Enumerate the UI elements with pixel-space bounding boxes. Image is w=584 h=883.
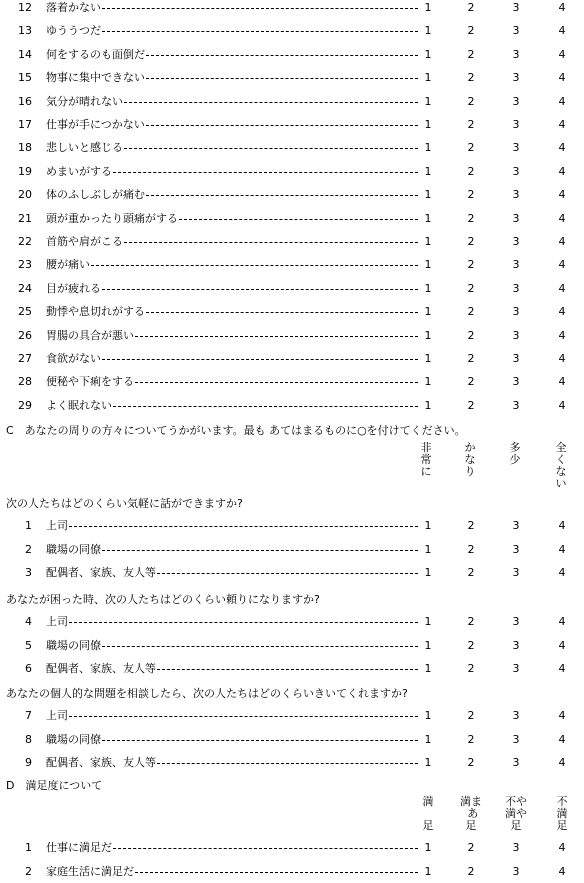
scale-header-4: 全 く な い (555, 441, 567, 490)
scale-header-d-1: 満 足 (422, 795, 434, 832)
question-row (0, 611, 584, 633)
scale-option-1[interactable]: 1 (424, 732, 432, 746)
item-number: 12 (18, 1, 32, 14)
question-row (0, 301, 584, 323)
scale-option-4[interactable]: 4 (558, 841, 566, 854)
scale-option-1[interactable]: 1 (424, 638, 432, 652)
item-label: 配偶者、家族、友人等 (46, 566, 156, 579)
question-row (0, 161, 584, 183)
scale-option-2[interactable]: 2 (467, 164, 475, 178)
scale-option-4[interactable]: 4 (558, 864, 566, 878)
scale-option-2[interactable]: 2 (467, 352, 475, 365)
leader-dots (102, 740, 418, 741)
scale-option-4[interactable]: 4 (558, 94, 566, 108)
item-number: 7 (25, 709, 32, 722)
scale-header-2: か な り (464, 441, 476, 478)
scale-option-2[interactable]: 2 (467, 709, 475, 722)
item-label: 仕事に満足だ (46, 841, 112, 854)
scale-option-3[interactable]: 3 (512, 94, 520, 108)
scale-header-1: 非 常 に (420, 441, 432, 478)
item-label: 便秘や下痢をする (46, 375, 134, 389)
leader-dots (157, 573, 418, 574)
leader-dots (113, 406, 418, 407)
scale-option-3[interactable]: 3 (512, 864, 520, 878)
item-label: 腰が痛い (46, 258, 90, 272)
item-number: 23 (18, 258, 32, 272)
question-row (0, 371, 584, 393)
scale-option-4[interactable]: 4 (558, 375, 566, 389)
scale-option-1[interactable]: 1 (424, 375, 432, 389)
scale-option-3[interactable]: 3 (512, 519, 520, 532)
item-number: 5 (25, 638, 32, 652)
question-row (0, 348, 584, 370)
group-question: あなたの個人的な問題を相談したら、次の人たちはどのくらいきいてくれますか? (6, 687, 408, 700)
scale-option-3[interactable]: 3 (512, 542, 520, 556)
scale-option-3[interactable]: 3 (512, 732, 520, 746)
item-number: 21 (18, 211, 32, 225)
scale-option-3[interactable]: 3 (512, 118, 520, 131)
question-row (0, 325, 584, 347)
scale-option-3[interactable]: 3 (512, 188, 520, 202)
leader-dots (102, 359, 418, 360)
question-row (0, 278, 584, 300)
scale-option-2[interactable]: 2 (467, 211, 475, 225)
scale-option-3[interactable]: 3 (512, 352, 520, 365)
item-number: 3 (25, 566, 32, 579)
scale-option-3[interactable]: 3 (512, 141, 520, 155)
scale-option-2[interactable]: 2 (467, 841, 475, 854)
scale-option-2[interactable]: 2 (467, 864, 475, 878)
scale-option-1[interactable]: 1 (424, 281, 432, 295)
item-label: 落着かない (46, 1, 101, 14)
scale-option-4[interactable]: 4 (558, 662, 566, 675)
scale-header-d-4: 不 満 足 (556, 795, 568, 832)
leader-dots (124, 148, 418, 149)
scale-option-1[interactable]: 1 (424, 398, 432, 412)
item-label: 首筋や肩がこる (46, 235, 123, 248)
leader-dots (179, 219, 418, 220)
scale-option-3[interactable]: 3 (512, 164, 520, 178)
scale-header-3: 多 少 (509, 441, 521, 466)
question-row (0, 114, 584, 136)
leader-dots (113, 172, 418, 173)
scale-option-2[interactable]: 2 (467, 662, 475, 675)
item-number: 27 (18, 352, 32, 365)
question-row (0, 658, 584, 680)
scale-option-1[interactable]: 1 (424, 258, 432, 272)
item-label: よく眠れない (46, 398, 112, 412)
scale-option-4[interactable]: 4 (558, 615, 566, 628)
scale-option-1[interactable]: 1 (424, 542, 432, 556)
scale-option-3[interactable]: 3 (512, 258, 520, 272)
scale-option-4[interactable]: 4 (558, 756, 566, 769)
scale-option-3[interactable]: 3 (512, 71, 520, 85)
scale-option-2[interactable]: 2 (467, 1, 475, 14)
scale-option-2[interactable]: 2 (467, 638, 475, 652)
group-question: あなたが困った時、次の人たちはどのくらい頼りになりますか? (6, 593, 320, 606)
item-number: 2 (25, 542, 32, 556)
scale-option-3[interactable]: 3 (512, 841, 520, 854)
item-label: 気分が晴れない (46, 94, 123, 108)
scale-option-1[interactable]: 1 (424, 305, 432, 319)
item-label: 配偶者、家族、友人等 (46, 756, 156, 769)
leader-dots (146, 55, 418, 56)
item-number: 25 (18, 305, 32, 319)
scale-option-1[interactable]: 1 (424, 94, 432, 108)
question-row (0, 208, 584, 230)
item-number: 19 (18, 164, 32, 178)
scale-option-4[interactable]: 4 (558, 164, 566, 178)
item-label: 職場の同僚 (46, 638, 101, 652)
question-row (0, 837, 584, 859)
scale-option-2[interactable]: 2 (467, 519, 475, 532)
item-label: 頭が重かったり頭痛がする (46, 211, 178, 225)
leader-dots (102, 8, 418, 9)
scale-option-2[interactable]: 2 (467, 732, 475, 746)
scale-option-3[interactable]: 3 (512, 615, 520, 628)
question-row (0, 44, 584, 66)
question-row (0, 752, 584, 774)
scale-header-d-3: 不や 満や 足 (505, 795, 527, 832)
scale-option-1[interactable]: 1 (424, 211, 432, 225)
item-label: 目が疲れる (46, 281, 101, 295)
scale-option-1[interactable]: 1 (424, 141, 432, 155)
scale-option-4[interactable]: 4 (558, 258, 566, 272)
scale-option-3[interactable]: 3 (512, 375, 520, 389)
item-number: 24 (18, 281, 32, 295)
item-number: 17 (18, 118, 32, 131)
scale-option-4[interactable]: 4 (558, 141, 566, 155)
scale-option-2[interactable]: 2 (467, 281, 475, 295)
question-row (0, 20, 584, 42)
item-number: 8 (25, 732, 32, 746)
scale-option-3[interactable]: 3 (512, 24, 520, 38)
scale-option-2[interactable]: 2 (467, 235, 475, 248)
scale-option-4[interactable]: 4 (558, 352, 566, 365)
scale-option-2[interactable]: 2 (467, 94, 475, 108)
scale-option-2[interactable]: 2 (467, 756, 475, 769)
scale-option-2[interactable]: 2 (467, 542, 475, 556)
section-d-heading: D 満足度について (6, 779, 103, 792)
scale-option-1[interactable]: 1 (424, 841, 432, 854)
item-label: 動悸や息切れがする (46, 305, 145, 319)
scale-option-3[interactable]: 3 (512, 47, 520, 61)
scale-option-2[interactable]: 2 (467, 375, 475, 389)
scale-option-3[interactable]: 3 (512, 638, 520, 652)
question-row (0, 539, 584, 561)
question-row (0, 0, 584, 19)
scale-option-4[interactable]: 4 (558, 188, 566, 202)
item-number: 18 (18, 141, 32, 155)
question-row (0, 705, 584, 727)
leader-dots (135, 336, 418, 337)
item-label: めまいがする (46, 164, 112, 178)
scale-header-d-2: 満ま あ 足 (460, 795, 482, 832)
question-row (0, 67, 584, 89)
leader-dots (124, 242, 418, 243)
item-number: 1 (25, 841, 32, 854)
scale-option-3[interactable]: 3 (512, 235, 520, 248)
question-row (0, 562, 584, 584)
scale-option-4[interactable]: 4 (558, 305, 566, 319)
scale-option-2[interactable]: 2 (467, 398, 475, 412)
scale-option-3[interactable]: 3 (512, 398, 520, 412)
scale-option-3[interactable]: 3 (512, 756, 520, 769)
scale-option-1[interactable]: 1 (424, 615, 432, 628)
scale-option-4[interactable]: 4 (558, 732, 566, 746)
scale-option-1[interactable]: 1 (424, 164, 432, 178)
question-row (0, 137, 584, 159)
item-number: 2 (25, 864, 32, 878)
scale-option-1[interactable]: 1 (424, 328, 432, 342)
group-question: 次の人たちはどのくらい気軽に話ができますか? (6, 497, 243, 510)
scale-option-2[interactable]: 2 (467, 141, 475, 155)
leader-dots (91, 265, 418, 266)
question-row (0, 515, 584, 537)
scale-option-4[interactable]: 4 (558, 566, 566, 579)
scale-option-1[interactable]: 1 (424, 24, 432, 38)
item-number: 9 (25, 756, 32, 769)
scale-option-4[interactable]: 4 (558, 71, 566, 85)
scale-option-2[interactable]: 2 (467, 24, 475, 38)
item-number: 1 (25, 519, 32, 532)
item-number: 16 (18, 94, 32, 108)
item-label: 職場の同僚 (46, 542, 101, 556)
item-label: 上司 (46, 519, 68, 532)
scale-option-1[interactable]: 1 (424, 47, 432, 61)
leader-dots (102, 289, 418, 290)
scale-option-3[interactable]: 3 (512, 709, 520, 722)
item-number: 15 (18, 71, 32, 85)
leader-dots (135, 382, 418, 383)
scale-option-4[interactable]: 4 (558, 118, 566, 131)
question-row (0, 729, 584, 751)
item-number: 20 (18, 188, 32, 202)
scale-option-3[interactable]: 3 (512, 305, 520, 319)
scale-option-1[interactable]: 1 (424, 709, 432, 722)
leader-dots (69, 526, 418, 527)
leader-dots (157, 763, 418, 764)
section-c-heading: C あなたの周りの方々についてうかがいます。最も あてはまるものに○を付けてください。 (6, 424, 466, 437)
question-row (0, 231, 584, 253)
question-row (0, 184, 584, 206)
scale-option-2[interactable]: 2 (467, 47, 475, 61)
item-label: 胃腸の具合が悪い (46, 328, 134, 342)
question-row (0, 635, 584, 657)
leader-dots (135, 872, 418, 873)
item-label: 体のふしぶしが痛む (46, 188, 145, 202)
item-label: 物事に集中できない (46, 71, 145, 85)
scale-option-1[interactable]: 1 (424, 188, 432, 202)
question-row (0, 254, 584, 276)
item-label: 職場の同僚 (46, 732, 101, 746)
leader-dots (102, 550, 418, 551)
scale-option-1[interactable]: 1 (424, 71, 432, 85)
item-label: 家庭生活に満足だ (46, 864, 134, 878)
scale-option-3[interactable]: 3 (512, 328, 520, 342)
scale-option-3[interactable]: 3 (512, 281, 520, 295)
item-number: 13 (18, 24, 32, 38)
scale-option-4[interactable]: 4 (558, 638, 566, 652)
leader-dots (146, 125, 418, 126)
item-label: 上司 (46, 709, 68, 722)
scale-option-1[interactable]: 1 (424, 352, 432, 365)
item-number: 29 (18, 398, 32, 412)
scale-option-4[interactable]: 4 (558, 235, 566, 248)
item-number: 6 (25, 662, 32, 675)
item-label: 上司 (46, 615, 68, 628)
leader-dots (102, 31, 418, 32)
scale-option-3[interactable]: 3 (512, 1, 520, 14)
scale-option-4[interactable]: 4 (558, 1, 566, 14)
scale-option-4[interactable]: 4 (558, 709, 566, 722)
scale-option-1[interactable]: 1 (424, 1, 432, 14)
leader-dots (146, 78, 418, 79)
scale-option-4[interactable]: 4 (558, 519, 566, 532)
scale-option-4[interactable]: 4 (558, 47, 566, 61)
item-label: 食欲がない (46, 352, 101, 365)
item-label: ゆううつだ (46, 24, 101, 38)
leader-dots (124, 102, 418, 103)
scale-option-2[interactable]: 2 (467, 328, 475, 342)
item-number: 26 (18, 328, 32, 342)
scale-option-2[interactable]: 2 (467, 188, 475, 202)
leader-dots (69, 716, 418, 717)
scale-option-2[interactable]: 2 (467, 615, 475, 628)
leader-dots (146, 312, 418, 313)
scale-option-2[interactable]: 2 (467, 305, 475, 319)
scale-option-4[interactable]: 4 (558, 281, 566, 295)
question-row (0, 395, 584, 417)
scale-option-1[interactable]: 1 (424, 756, 432, 769)
scale-option-2[interactable]: 2 (467, 118, 475, 131)
scale-option-3[interactable]: 3 (512, 662, 520, 675)
item-label: 仕事が手につかない (46, 118, 145, 131)
leader-dots (146, 195, 418, 196)
scale-option-2[interactable]: 2 (467, 258, 475, 272)
scale-option-4[interactable]: 4 (558, 328, 566, 342)
item-number: 22 (18, 235, 32, 248)
scale-option-1[interactable]: 1 (424, 519, 432, 532)
scale-option-1[interactable]: 1 (424, 864, 432, 878)
scale-option-4[interactable]: 4 (558, 24, 566, 38)
scale-option-4[interactable]: 4 (558, 398, 566, 412)
scale-option-1[interactable]: 1 (424, 118, 432, 131)
item-label: 悲しいと感じる (46, 141, 123, 155)
scale-option-1[interactable]: 1 (424, 235, 432, 248)
item-number: 4 (25, 615, 32, 628)
item-label: 何をするのも面倒だ (46, 47, 145, 61)
scale-option-2[interactable]: 2 (467, 71, 475, 85)
leader-dots (113, 848, 418, 849)
leader-dots (69, 622, 418, 623)
question-row (0, 861, 584, 883)
scale-option-3[interactable]: 3 (512, 566, 520, 579)
scale-option-1[interactable]: 1 (424, 662, 432, 675)
item-label: 配偶者、家族、友人等 (46, 662, 156, 675)
scale-option-4[interactable]: 4 (558, 542, 566, 556)
scale-option-4[interactable]: 4 (558, 211, 566, 225)
scale-option-1[interactable]: 1 (424, 566, 432, 579)
scale-option-2[interactable]: 2 (467, 566, 475, 579)
scale-option-3[interactable]: 3 (512, 211, 520, 225)
question-row (0, 91, 584, 113)
item-number: 28 (18, 375, 32, 389)
leader-dots (157, 669, 418, 670)
item-number: 14 (18, 47, 32, 61)
leader-dots (102, 646, 418, 647)
